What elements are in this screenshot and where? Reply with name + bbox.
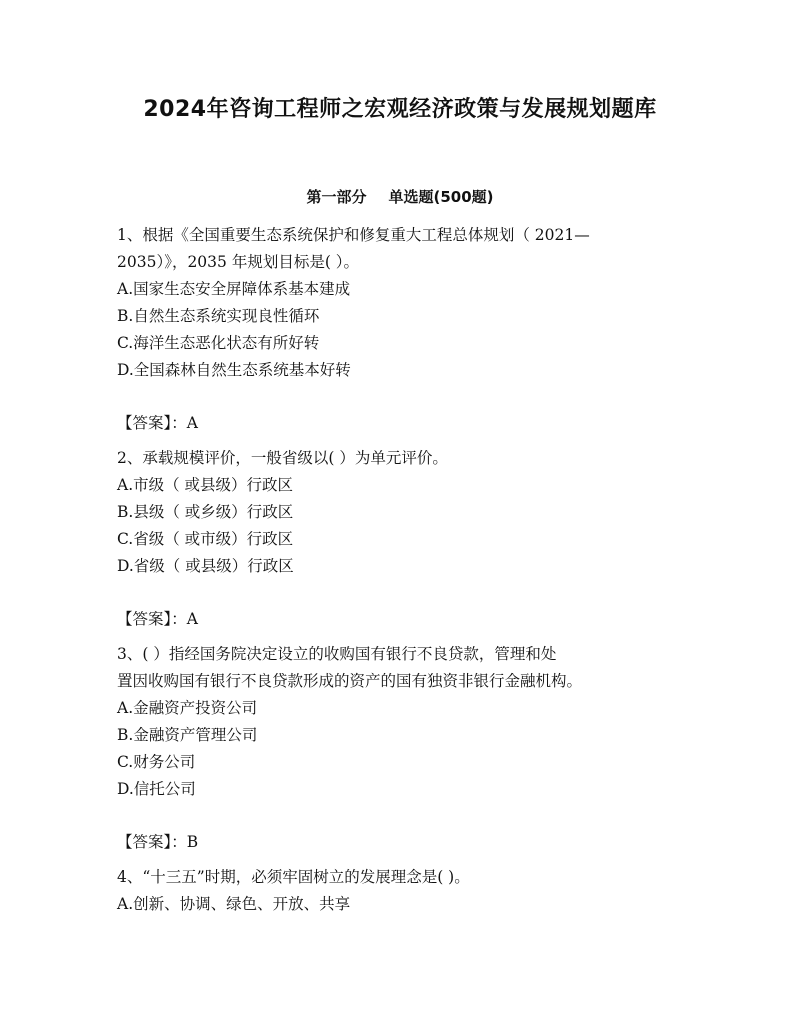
- question-2-answer: [117, 606, 687, 633]
- section-title: [0, 186, 800, 207]
- question-2: [117, 445, 687, 633]
- question-2-option-c: C.省级（ 或市级）行政区: [117, 530, 294, 548]
- question-3-answer: [117, 829, 687, 856]
- question-1: [117, 222, 687, 437]
- question-1-option-b: B.自然生态系统实现良性循环: [117, 307, 320, 325]
- answer-value: A: [186, 414, 198, 432]
- question-2-line-1: 2、承载规模评价，一般省级以( ）为单元评价。: [117, 449, 448, 467]
- question-1-option-a: A.国家生态安全屏障体系基本建成: [117, 280, 351, 298]
- answer-label: 【答案】：: [117, 414, 187, 432]
- question-1-option-d: D.全国森林自然生态系统基本好转: [117, 361, 351, 379]
- document-title: 2024年咨询工程师之宏观经济政策与发展规划题库: [143, 97, 657, 122]
- section-type: 单选题(500题): [388, 188, 494, 206]
- answer-value: B: [186, 833, 199, 851]
- answer-label: 【答案】：: [117, 833, 187, 851]
- question-3-option-c: C.财务公司: [117, 753, 196, 771]
- question-3-option-d: D.信托公司: [117, 780, 196, 798]
- question-4-option-a: A.创新、协调、绿色、开放、共享: [117, 895, 351, 913]
- question-1-line-2: 2035）》，2035 年规划目标是( ）。: [117, 253, 360, 271]
- question-2-option-d: D.省级（ 或县级）行政区: [117, 557, 294, 575]
- question-list: [117, 222, 687, 918]
- question-3-option-a: A.金融资产投资公司: [117, 699, 258, 717]
- question-3-option-b: B.金融资产管理公司: [117, 726, 258, 744]
- question-1-option-c: C.海洋生态恶化状态有所好转: [117, 334, 320, 352]
- question-4-line-1: 4、“十三五”时期，必须牢固树立的发展理念是( )。: [117, 868, 470, 886]
- question-1-line-1: 1、根据《全国重要生态系统保护和修复重大工程总体规划（ 2021—: [117, 226, 590, 244]
- question-1-answer: [117, 410, 687, 437]
- question-3-line-2: 置因收购国有银行不良贷款形成的资产的国有独资非银行金融机构。: [117, 672, 583, 690]
- answer-label: 【答案】：: [117, 610, 187, 628]
- question-3: [117, 641, 687, 856]
- question-2-option-b: B.县级（ 或乡级）行政区: [117, 503, 294, 521]
- question-2-option-a: A.市级（ 或县级）行政区: [117, 476, 294, 494]
- question-3-line-1: 3、( ）指经国务院决定设立的收购国有银行不良贷款，管理和处: [117, 645, 557, 663]
- answer-value: A: [186, 610, 198, 628]
- section-part: 第一部分: [306, 188, 367, 206]
- question-4: [117, 864, 687, 918]
